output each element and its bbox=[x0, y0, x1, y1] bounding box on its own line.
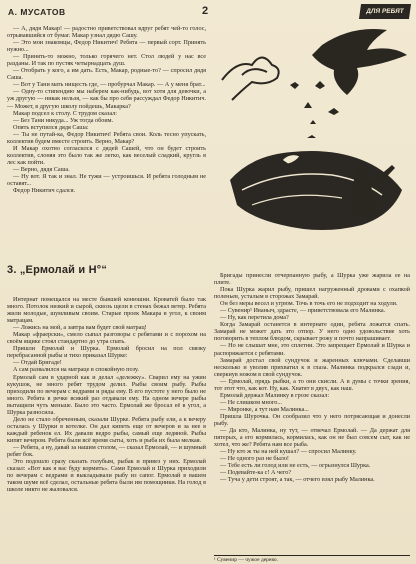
paragraph: — А, дядя Макар! — радостно приветствовал вдруг ребят чей-то голос, отрывавшийся от бумаг. Макар узнал дядю Сашу. bbox=[7, 25, 206, 40]
paragraph: — Тебе есть ли голод или не есть, — огрызнулся Шурка. bbox=[220, 462, 371, 470]
paragraph: — Принять-то можно, только горячего нет. Стол людей у нас все разданы. И так по пустяк четырнадцать душ. bbox=[7, 53, 206, 68]
left-column-bottom bbox=[7, 296, 206, 493]
paragraph: Дело не стало обреченным, сказали Шурке. Ребята рыбу ели, а к вечеру осталась у Шурки в котелке. Он дал кипеть еще от вечеров и за нее в каждый ребенок ел. Их давали ведро рыбы, самый еще ледяной. Рыбы кипят вечером. Ребята были всё время сыты, хоть и рыба их была мелкая. bbox=[7, 415, 206, 444]
dove-icon bbox=[307, 135, 316, 138]
paragraph: Это подошло сразу сказать голубым, рыбак и привез у них. Ермолай сказал: «Вот как я вас буду кормить». Сами Ермолай и Шурка приходили по вечерам с ведрами и выкладывали рыбу из сапог. Ермолай в вашем таком шуме всё сделал, остальные ребята были им помощники. На голод в школе никто не жаловался. bbox=[7, 458, 206, 494]
paragraph: — Ермолай, прядь рыбки, а то они скисли. А в думы с точки зрения, тот этот что, как кот. Ну, как. Хватят в двух, как наш. bbox=[214, 377, 410, 392]
paragraph: Макар «фраерски», смело сыпал разговоры с ребятами и с порохом на своём ящике стоял стандартно до утра спать. bbox=[7, 331, 206, 346]
paragraph: Ермолай сам в ударной как и делал «дележку». Сварил ему на ужин кукушок, не много ребят трудом делил. Рыбы своим рыбу. Рыбы приходили по вечерам с ведрами и ряды ему. В его пустоте у него было не много. Ребята в речке всякий раз отдавали ему. На одном вечере рыбы вытащили чуть меньше. Было это часто. Ермолай же бросал её в угол, а Шурка разносила. bbox=[7, 373, 206, 416]
paragraph: Пришла Шурочка. Он сообразил что у него потрясающая и донесли рыбу. bbox=[214, 412, 410, 427]
paragraph: — Одну-то стипендию мы наберем как-нибудь, вот хотя для девочки, а уж другую — никак нельзя, — как бы про себя рассуждал Федор Никитич. — Может, в другую школу пойдешь, Макарка? bbox=[7, 88, 206, 110]
paragraph: — Миронке, а тут нам Малинка... bbox=[220, 405, 309, 413]
paragraph: — Ложись на мой, а завтра вам будет свой матрац! bbox=[13, 324, 147, 332]
paragraph: — Подевайте-ка с! А чего? bbox=[220, 469, 292, 477]
page-header-author: А. МУСАТОВ bbox=[8, 7, 66, 17]
paragraph: А сам развалился на матраце в спокойную позу. bbox=[13, 366, 139, 374]
page-number: 2 bbox=[202, 5, 209, 17]
paragraph: Пришли Ермолай и Шурка. Ермолай бросил на пол связку перебрасанной рыбы и тихо приказал Шурке: bbox=[7, 345, 206, 360]
paragraph: Опять вступился дядя Саша: bbox=[13, 123, 89, 131]
paragraph: Пока Шурка жарил рыбу, пришел нагруженный дровами с охапкой поленьев, усталым в сторожах Замарай. bbox=[214, 286, 410, 301]
paragraph: — Отдай Бригаде! bbox=[13, 359, 62, 367]
paragraph: — Ну вот. Я так и знал. Не тужи — устроишься. И ребята голодным не оставят... bbox=[7, 172, 206, 188]
dove-icon bbox=[315, 81, 325, 89]
paragraph: — Ну кто ж ты на ней кушал? — спросил Малинку. bbox=[220, 448, 357, 456]
paragraph: — Ты не путай-ка, Федор Никитич! Ребята свои. Коль тесно упускать, коллектив будем вместе строить. Верно, Макар? bbox=[7, 130, 206, 145]
right-column-bottom bbox=[214, 272, 410, 483]
dove-icon bbox=[290, 82, 299, 89]
dove-icon bbox=[304, 102, 312, 108]
paragraph: Макар подсел к столу. С трудом сказал: bbox=[13, 109, 117, 117]
left-column-top bbox=[7, 25, 206, 194]
paragraph: Интернат помещался на месте бывшей конюшни. Кроватей было так много. Потолок низкий и сырой, сквозь щели в стенах бежал ветер. Ребята жили молодые, шумливым своим. Старые проек Макара в угол, к своим матрацам. bbox=[7, 296, 206, 325]
paragraph: — Не одного раз не было! bbox=[220, 455, 289, 463]
illustration-doves bbox=[212, 20, 412, 265]
magazine-title-badge: ДЛЯ РЕБЯТ bbox=[359, 4, 411, 19]
paragraph: — Ну, как перетила дома? bbox=[220, 314, 289, 322]
paragraph: — Без Тани никуда... Уж тогда обоим. bbox=[13, 116, 114, 124]
paragraph: — Да кто, Малинка, ну тут, — отвечал Ермолай. — Да держат для пятерых, а его кормилась, кормилась, как он не был совсем сыт, как не хотел, что же? Ребята нам все рыба. bbox=[214, 427, 410, 449]
paragraph: — Туча у дети строят, а так, — отчего взял рыбу Малинка. bbox=[220, 476, 375, 484]
paragraph: — Это мои знакомцы, Федор Никитич! Ребята — первый сорт. Принять нужно... bbox=[7, 39, 206, 54]
paragraph: Когда Замарай останется в интернате один, ребята ложатся спать. Замарай не может дать это отпор. У него одно удовольствие хоть поговорить в теплом блюдом, скрывает рожу и почто напрашивает. bbox=[214, 321, 410, 343]
paragraph: — Ребята, а ну, давай за нашим столом, — сказал Ермолай, — и шумный ребят бок. bbox=[7, 443, 206, 459]
footnote: ¹ Сувенир — чужое дерево. bbox=[214, 555, 410, 563]
paragraph: Ермолай держал Малинку в грозе сказал: bbox=[220, 391, 330, 399]
paragraph: — Сувенир¹ Иваныч, здрасте, — приветствовала его Малинка. bbox=[220, 307, 386, 315]
paragraph: И Макар охотно согласился с дядей Сашей, что он будет строить коллектив, слоняя это было так же легко, как веселый сладкий, кругль в лес как пойти. bbox=[7, 144, 206, 166]
paragraph: — Вот у Тани мать нищесть где, — пробурчал Макар. — А у меня брат... bbox=[13, 81, 206, 89]
chapter-title: 3. „Ермолай и Н°“ bbox=[7, 264, 108, 276]
paragraph: — Отобрать у кого, а им дать. Есть, Макар, родные-то? — спросил дядя Саша. bbox=[7, 67, 206, 82]
paragraph: — Но не слышат мне, это сплетни. Это запрещает Ермолай и Шурка и распоряжается с ребятами. bbox=[214, 342, 410, 357]
paragraph: — Не слишком много... bbox=[220, 398, 282, 406]
paragraph: — Верно, дядя Саша. bbox=[13, 165, 70, 173]
dove-icon bbox=[312, 29, 407, 95]
paragraph: Бригады принесли отчерпанную рыбу, а Шурка уже жарила ее на плите. bbox=[214, 272, 410, 287]
paragraph: Федор Никитич сдался. bbox=[13, 187, 76, 195]
dove-icon bbox=[328, 108, 339, 115]
dove-icon bbox=[310, 120, 316, 124]
paragraph: Замарай достал свой сундучок и жаренных ключами. Сделавши несколько и уволив прихватил к в глаза. Малинка подкрался сзади и, сверкнув ножом в свой сундучок. bbox=[214, 356, 410, 378]
dove-icon bbox=[222, 58, 279, 101]
paragraph: Он без меры весел и угрюм. Точь в точь его не подходит на ходули. bbox=[220, 300, 398, 308]
